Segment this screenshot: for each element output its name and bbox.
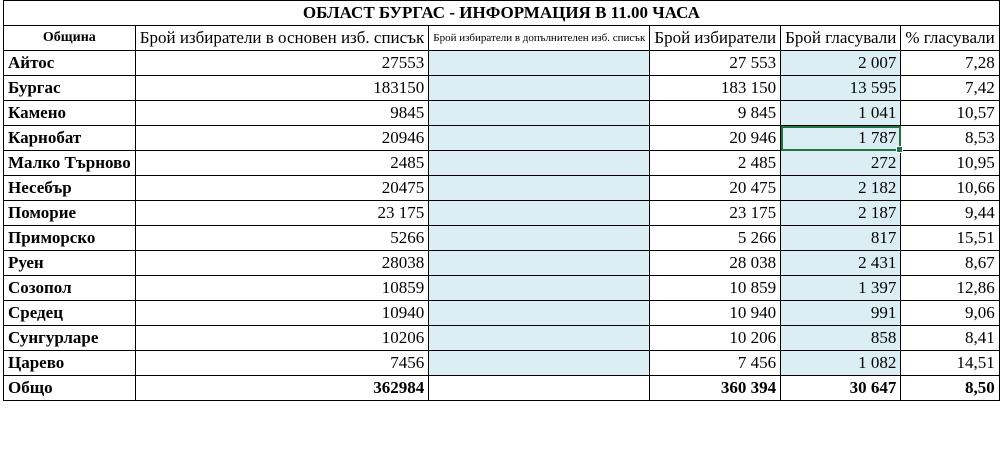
fill-handle[interactable]: [896, 146, 903, 153]
cell-percent[interactable]: 10,66: [901, 176, 999, 201]
cell-voted[interactable]: 991: [781, 301, 901, 326]
cell-voters-main[interactable]: 20946: [135, 126, 429, 151]
cell-voters-additional[interactable]: [429, 51, 650, 76]
cell-voters-main[interactable]: 362984: [135, 376, 429, 401]
cell-percent[interactable]: 10,57: [901, 101, 999, 126]
cell-voted[interactable]: 30 647: [781, 376, 901, 401]
header-voters-additional[interactable]: Брой избиратели в допълнителен изб. списък: [429, 26, 650, 51]
cell-percent[interactable]: 8,41: [901, 326, 999, 351]
cell-municipality[interactable]: Царево: [4, 351, 136, 376]
cell-voted[interactable]: 1 082: [781, 351, 901, 376]
header-row: [4, 26, 1000, 51]
cell-voters[interactable]: 183 150: [650, 76, 781, 101]
cell-voted[interactable]: 2 431: [781, 251, 901, 276]
cell-voters-additional[interactable]: [429, 351, 650, 376]
cell-municipality[interactable]: Руен: [4, 251, 136, 276]
cell-voters[interactable]: 23 175: [650, 201, 781, 226]
cell-municipality[interactable]: Камено: [4, 101, 136, 126]
table-row: [4, 176, 1000, 201]
table-row: [4, 276, 1000, 301]
table-row: [4, 201, 1000, 226]
header-voters[interactable]: Брой избиратели: [650, 26, 781, 51]
cell-municipality[interactable]: Карнобат: [4, 126, 136, 151]
selected-cell[interactable]: 1 787: [781, 126, 901, 151]
cell-percent[interactable]: 8,67: [901, 251, 999, 276]
cell-voted[interactable]: 1 397: [781, 276, 901, 301]
cell-voters[interactable]: 2 485: [650, 151, 781, 176]
table-row: [4, 351, 1000, 376]
cell-voters-additional[interactable]: [429, 126, 650, 151]
cell-voters-main[interactable]: 183150: [135, 76, 429, 101]
cell-voted[interactable]: 13 595: [781, 76, 901, 101]
cell-voters-main[interactable]: 10206: [135, 326, 429, 351]
cell-voters-additional[interactable]: [429, 301, 650, 326]
cell-percent[interactable]: 9,06: [901, 301, 999, 326]
cell-municipality[interactable]: Бургас: [4, 76, 136, 101]
cell-municipality[interactable]: Сунгурларе: [4, 326, 136, 351]
cell-voted[interactable]: 2 182: [781, 176, 901, 201]
cell-voters-additional[interactable]: [429, 176, 650, 201]
cell-voted[interactable]: 817: [781, 226, 901, 251]
cell-percent[interactable]: 7,28: [901, 51, 999, 76]
cell-percent[interactable]: 9,44: [901, 201, 999, 226]
header-voters-main[interactable]: Брой избиратели в основен изб. списък: [135, 26, 429, 51]
cell-percent[interactable]: 14,51: [901, 351, 999, 376]
cell-voters-main[interactable]: 23 175: [135, 201, 429, 226]
cell-percent[interactable]: 15,51: [901, 226, 999, 251]
cell-voters[interactable]: 28 038: [650, 251, 781, 276]
cell-percent[interactable]: 10,95: [901, 151, 999, 176]
cell-voters[interactable]: 7 456: [650, 351, 781, 376]
header-municipality[interactable]: Община: [4, 26, 136, 51]
cell-percent[interactable]: 8,53: [901, 126, 999, 151]
table-row: [4, 326, 1000, 351]
cell-voters-additional[interactable]: [429, 76, 650, 101]
cell-municipality[interactable]: Поморие: [4, 201, 136, 226]
cell-voters[interactable]: 27 553: [650, 51, 781, 76]
cell-municipality[interactable]: Общо: [4, 376, 136, 401]
turnout-table: [3, 0, 1000, 401]
total-row: [4, 376, 1000, 401]
cell-voters-additional[interactable]: [429, 251, 650, 276]
cell-voted[interactable]: 1 041: [781, 101, 901, 126]
table-row: [4, 151, 1000, 176]
cell-voters[interactable]: 10 940: [650, 301, 781, 326]
cell-voters-main[interactable]: 10940: [135, 301, 429, 326]
cell-percent[interactable]: 8,50: [901, 376, 999, 401]
cell-voters-main[interactable]: 9845: [135, 101, 429, 126]
cell-voters-additional[interactable]: [429, 326, 650, 351]
cell-voters-main[interactable]: 10859: [135, 276, 429, 301]
table-row: [4, 101, 1000, 126]
cell-voted[interactable]: 858: [781, 326, 901, 351]
cell-voters[interactable]: 20 946: [650, 126, 781, 151]
table-row: [4, 226, 1000, 251]
cell-voters[interactable]: 9 845: [650, 101, 781, 126]
cell-percent[interactable]: 7,42: [901, 76, 999, 101]
table-row: [4, 51, 1000, 76]
cell-voters-main[interactable]: 5266: [135, 226, 429, 251]
cell-voters[interactable]: 360 394: [650, 376, 781, 401]
cell-voters-additional[interactable]: [429, 226, 650, 251]
cell-voters[interactable]: 5 266: [650, 226, 781, 251]
cell-municipality[interactable]: Малко Търново: [4, 151, 136, 176]
header-voted[interactable]: Брой гласували: [781, 26, 901, 51]
cell-voters-additional[interactable]: [429, 276, 650, 301]
cell-voters-main[interactable]: 2485: [135, 151, 429, 176]
cell-municipality[interactable]: Приморско: [4, 226, 136, 251]
cell-voters-additional[interactable]: [429, 101, 650, 126]
cell-voters-main[interactable]: 27553: [135, 51, 429, 76]
cell-voters-main[interactable]: 28038: [135, 251, 429, 276]
cell-voters[interactable]: 20 475: [650, 176, 781, 201]
table-row: [4, 251, 1000, 276]
cell-voters-main[interactable]: 20475: [135, 176, 429, 201]
table-row: [4, 76, 1000, 101]
cell-municipality[interactable]: Средец: [4, 301, 136, 326]
cell-percent[interactable]: 12,86: [901, 276, 999, 301]
cell-voters-additional[interactable]: [429, 151, 650, 176]
table-title[interactable]: ОБЛАСТ БУРГАС - ИНФОРМАЦИЯ В 11.00 ЧАСА: [4, 1, 1000, 26]
table-row: [4, 301, 1000, 326]
table-row: [4, 126, 1000, 151]
cell-municipality[interactable]: Созопол: [4, 276, 136, 301]
cell-voters-additional[interactable]: [429, 201, 650, 226]
cell-voted[interactable]: 2 187: [781, 201, 901, 226]
cell-municipality[interactable]: Несебър: [4, 176, 136, 201]
cell-voters-main[interactable]: 7456: [135, 351, 429, 376]
cell-voted[interactable]: 2 007: [781, 51, 901, 76]
cell-voters[interactable]: 10 859: [650, 276, 781, 301]
cell-voters[interactable]: 10 206: [650, 326, 781, 351]
cell-municipality[interactable]: Айтос: [4, 51, 136, 76]
cell-voters-additional[interactable]: [429, 376, 650, 401]
header-percent[interactable]: % гласували: [901, 26, 999, 51]
cell-voted[interactable]: 272: [781, 151, 901, 176]
